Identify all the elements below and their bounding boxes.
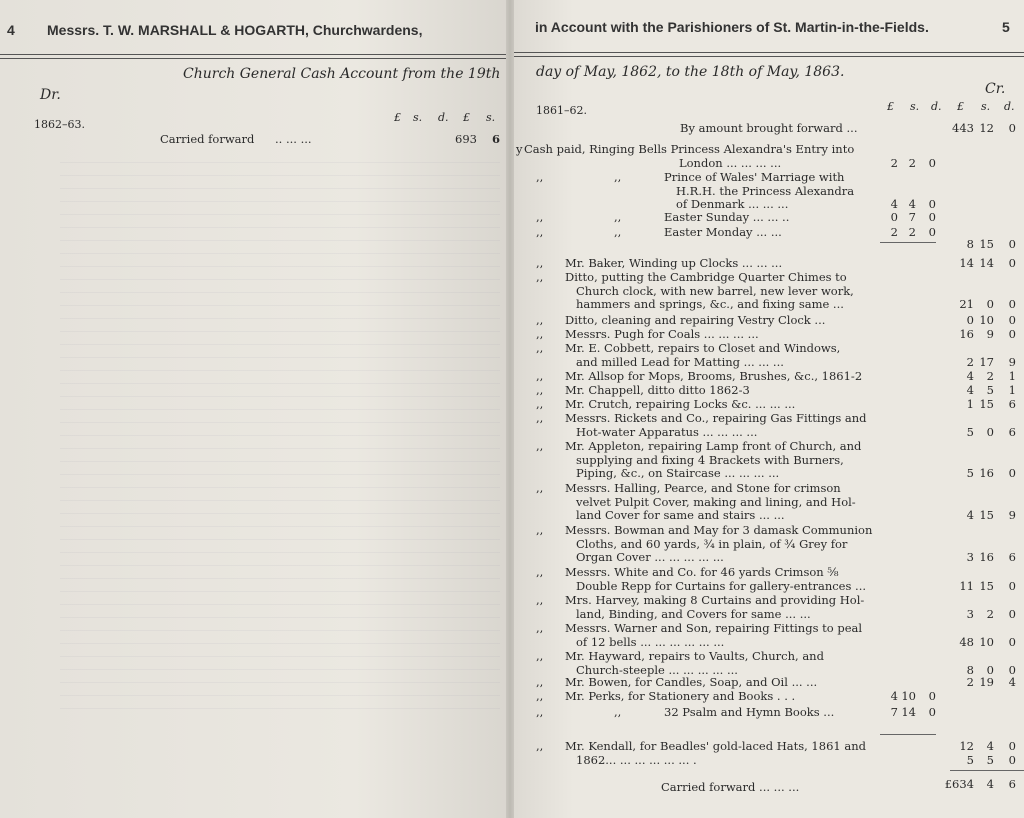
entry-amount-out-pounds: 3: [966, 606, 974, 621]
entry-amount-out-shillings: 2: [986, 369, 994, 383]
entry-amount-in-pence: 0: [928, 705, 936, 719]
entry-amount-out-pence: 0: [1008, 752, 1016, 767]
left-page-header: Messrs. T. W. MARSHALL & HOGARTH, Churchwardens,: [47, 22, 423, 38]
entry-amount-in-shillings: 2: [908, 155, 916, 170]
entry-amount-out-pounds: 2: [966, 354, 974, 369]
entry-amount-out-shillings: 2: [986, 606, 994, 621]
entry-text-line: London ... ... ... ...: [679, 155, 782, 170]
entry-amount-out-shillings: 4: [986, 739, 994, 753]
entry-text-line: land, Binding, and Covers for same ... ...: [576, 606, 811, 621]
entry-text-line: Double Repp for Curtains for gallery-entrances ...: [576, 578, 867, 593]
entry-amount-out-pounds: 1: [966, 397, 974, 411]
entry-amount-out-pence: 1: [1008, 383, 1016, 397]
entry-amount-out-pence: 0: [1008, 662, 1016, 677]
entry-amount-out-pence: 4: [1008, 675, 1016, 689]
entry-prefix: ,,: [536, 369, 544, 383]
entry-amount-in-pence: 0: [928, 197, 936, 212]
entry-amount-out-shillings: 0: [986, 424, 994, 439]
entry-prefix: y: [516, 142, 523, 156]
entry-prefix: ,,: [536, 649, 544, 663]
entry-amount-out-pence: 0: [1008, 297, 1016, 312]
entry-prefix: ,,: [536, 313, 544, 327]
entry-amount-out-pounds: 12: [959, 739, 974, 753]
entry-text-line: Mr. Perks, for Stationery and Books . . .: [565, 689, 796, 703]
entry-amount-in-shillings: 14: [901, 705, 916, 719]
entry-text-line: Mr. E. Cobbett, repairs to Closet and Windows,: [565, 341, 841, 355]
entry-amount-in-pence: 0: [928, 225, 936, 239]
entry-amount-out-shillings: 10: [979, 634, 994, 649]
entry-ditto-mark: ,,: [614, 170, 622, 184]
entry-text-line: Messrs. Warner and Son, repairing Fittings to peal: [565, 621, 863, 635]
entry-amount-out-shillings: 0: [986, 662, 994, 677]
entry-amount-out-pounds: 16: [959, 327, 974, 341]
entry-text-line: of 12 bells ... ... ... ... ... ...: [576, 634, 725, 649]
entry-amount-out-pounds: 4: [966, 508, 974, 523]
entry-amount-out-pounds: 14: [959, 256, 974, 270]
entry-prefix: ,,: [536, 327, 544, 341]
entry-text-line: Prince of Wales' Marriage with: [664, 170, 845, 184]
right-col-head-pounds-total: £: [957, 100, 964, 113]
entry-amount-out-pence: 0: [1008, 634, 1016, 649]
entry-text-line: 32 Psalm and Hymn Books ...: [664, 705, 835, 719]
right-carried-pence: 6: [1008, 777, 1016, 791]
debit-label: Dr.: [40, 87, 61, 103]
entry-amount-out-pence: 0: [1008, 466, 1016, 481]
entry-amount-out-shillings: 5: [986, 383, 994, 397]
left-page-number: 4: [7, 22, 15, 38]
entry-amount-out-pence: 6: [1008, 397, 1016, 411]
entry-text-line: Mr. Bowen, for Candles, Soap, and Oil ... ...: [565, 675, 818, 689]
entry-amount-out-pounds: 5: [966, 466, 974, 481]
entry-amount-out-shillings: 12: [979, 121, 994, 135]
entry-amount-in-pounds: 2: [890, 155, 898, 170]
entry-text-line: By amount brought forward ...: [680, 121, 858, 135]
entry-amount-out-pounds: 5: [966, 424, 974, 439]
entry-amount-out-shillings: 0: [986, 297, 994, 312]
right-page-header: in Account with the Parishioners of St. Martin-in-the-Fields.: [535, 19, 929, 35]
entry-prefix: ,,: [536, 383, 544, 397]
left-header-rule-2: [0, 58, 506, 59]
entry-amount-out-pounds: 0: [966, 313, 974, 327]
subtotal-rule-bells: [880, 242, 936, 243]
left-col-head-pounds-total: £: [463, 111, 470, 124]
entry-text-line: H.R.H. the Princess Alexandra: [676, 183, 855, 198]
entry-text-line: Messrs. Rickets and Co., repairing Gas Fittings and: [565, 411, 867, 425]
entry-text-line: Messrs. Pugh for Coals ... ... ... ...: [565, 327, 759, 341]
entry-prefix: ,,: [536, 256, 544, 270]
right-col-head-pence: d.: [931, 100, 942, 113]
right-col-head-pence-total: d.: [1004, 100, 1015, 113]
entry-prefix: ,,: [536, 397, 544, 411]
entry-text-line: 1862... ... ... ... ... ... .: [576, 752, 697, 767]
entry-amount-out-shillings: 10: [979, 313, 994, 327]
entry-text-line: Cash paid, Ringing Bells Princess Alexandra's Entry into: [524, 142, 855, 156]
entry-amount-in-pence: 0: [928, 155, 936, 170]
left-col-head-shillings-total: s.: [486, 111, 496, 124]
entry-amount-out-pounds: 11: [959, 578, 974, 593]
entry-amount-out-pence: 0: [1008, 606, 1016, 621]
right-header-rule: [514, 52, 1024, 53]
entry-text-line: Mr. Chappell, ditto ditto 1862-3: [565, 383, 750, 397]
entry-amount-out-shillings: 5: [986, 752, 994, 767]
left-page-subtitle: Church General Cash Account from the 19th: [183, 66, 501, 82]
entry-text-line: Mr. Crutch, repairing Locks &c. ... ... ...: [565, 397, 796, 411]
entry-prefix: ,,: [536, 621, 544, 635]
right-col-head-pounds: £: [887, 100, 894, 113]
entry-amount-out-shillings: 14: [979, 256, 994, 270]
left-header-rule: [0, 54, 506, 55]
right-carried-forward-label: Carried forward ... ... ...: [661, 780, 800, 794]
entry-text-line: Mr. Appleton, repairing Lamp front of Church, and: [565, 439, 862, 453]
entry-prefix: ,,: [536, 481, 544, 495]
entry-amount-out-pounds: 21: [959, 297, 974, 312]
entry-text-line: land Cover for same and stairs ... ...: [576, 508, 785, 523]
entry-text-line: Mr. Baker, Winding up Clocks ... ... ...: [565, 256, 783, 270]
entry-prefix: ,,: [536, 341, 544, 355]
entry-text-line: Messrs. Halling, Pearce, and Stone for crimson: [565, 481, 841, 495]
entry-text-line: Piping, &c., on Staircase ... ... ... ...: [576, 466, 780, 481]
right-page-number: 5: [1002, 19, 1010, 35]
entry-prefix: ,,: [536, 739, 544, 753]
entry-amount-out-pence: 0: [1008, 327, 1016, 341]
entry-amount-in-shillings: 10: [901, 689, 916, 703]
entry-amount-in-pounds: 4: [890, 197, 898, 212]
right-header-rule-2: [514, 56, 1024, 57]
right-carried-shillings: 4: [986, 777, 994, 791]
left-col-head-shillings: s.: [413, 111, 423, 124]
entry-ditto-mark: ,,: [614, 705, 622, 719]
entry-amount-out-pounds: 5: [966, 752, 974, 767]
right-col-head-shillings-total: s.: [981, 100, 991, 113]
entry-prefix: ,,: [536, 225, 544, 239]
entry-amount-out-shillings: 16: [979, 466, 994, 481]
entry-amount-out-pounds: 2: [966, 675, 974, 689]
entry-amount-out-shillings: 17: [979, 354, 994, 369]
left-year-label: 1862–63.: [34, 118, 85, 131]
right-year-label: 1861–62.: [536, 104, 587, 117]
entry-amount-in-pounds: 2: [890, 225, 898, 239]
entry-prefix: ,,: [536, 705, 544, 719]
entry-amount-out-pence: 0: [1008, 256, 1016, 270]
entry-amount-out-pounds: 3: [966, 550, 974, 565]
entry-prefix: ,,: [536, 565, 544, 579]
entry-amount-out-pence: 9: [1008, 354, 1016, 369]
entry-amount-in-shillings: 4: [908, 197, 916, 212]
entry-amount-in-shillings: 7: [908, 210, 916, 224]
entry-amount-out-pence: 6: [1008, 550, 1016, 565]
entry-text-line: Mrs. Harvey, making 8 Curtains and providing Hol-: [565, 593, 865, 607]
entry-amount-in-pounds: 7: [890, 705, 898, 719]
entry-amount-out-pounds: 4: [966, 369, 974, 383]
entry-amount-out-pounds: 4: [966, 383, 974, 397]
entry-amount-out-shillings: 19: [979, 675, 994, 689]
entry-prefix: ,,: [536, 675, 544, 689]
entry-amount-out-pence: 6: [1008, 424, 1016, 439]
entry-text-line: Ditto, putting the Cambridge Quarter Chimes to: [565, 270, 847, 284]
entry-text-line: Hot-water Apparatus ... ... ... ...: [576, 424, 758, 439]
bleed-through-texture: [60, 150, 500, 710]
entry-text-line: Mr. Allsop for Mops, Brooms, Brushes, &c., 1861-2: [565, 369, 863, 383]
entry-amount-out-shillings: 16: [979, 550, 994, 565]
entry-text-line: Mr. Hayward, repairs to Vaults, Church, and: [565, 649, 824, 663]
entry-prefix: ,,: [536, 689, 544, 703]
entry-amount-out-pence: 0: [1008, 313, 1016, 327]
book-gutter: [506, 0, 514, 818]
entry-text-line: Easter Sunday ... ... ..: [664, 210, 790, 224]
entry-prefix: ,,: [536, 170, 544, 184]
entry-amount-out-shillings: 15: [979, 508, 994, 523]
entry-text-line: Ditto, cleaning and repairing Vestry Clock ...: [565, 313, 826, 327]
entry-amount-in-pounds: 4: [890, 689, 898, 703]
entry-text-line: Easter Monday ... ...: [664, 225, 782, 239]
entry-amount-out-pence: 0: [1008, 578, 1016, 593]
entry-text-line: Organ Cover ... ... ... ... ...: [576, 550, 724, 565]
right-col-head-shillings: s.: [910, 100, 920, 113]
entry-text-line: Church clock, with new barrel, new lever work,: [576, 283, 854, 298]
entry-text-line: velvet Pulpit Cover, making and lining, and Hol-: [576, 494, 856, 509]
left-carried-pounds: 693: [455, 132, 477, 146]
credit-label: Cr.: [985, 81, 1006, 97]
right-carried-pounds: £634: [944, 777, 974, 791]
entry-text-line: supplying and fixing 4 Brackets with Burners,: [576, 452, 844, 467]
entry-amount-in-pence: 0: [928, 210, 936, 224]
entry-amount-out-pence: 9: [1008, 508, 1016, 523]
entry-text-line: and milled Lead for Matting ... ... ...: [576, 354, 784, 369]
entry-amount-out-pence: 0: [1008, 237, 1016, 251]
entry-text-line: hammers and springs, &c., and fixing same ...: [576, 297, 844, 312]
entry-prefix: ,,: [536, 439, 544, 453]
entry-prefix: ,,: [536, 593, 544, 607]
entry-text-line: of Denmark ... ... ...: [676, 197, 789, 212]
entry-text-line: Messrs. White and Co. for 46 yards Crimson ⅝: [565, 565, 839, 579]
left-col-head-pounds: £: [394, 111, 401, 124]
entry-amount-out-pounds: 48: [959, 634, 974, 649]
entry-prefix: ,,: [536, 270, 544, 284]
entry-amount-in-pence: 0: [928, 689, 936, 703]
left-carried-forward-label: Carried forward: [160, 132, 255, 146]
left-carried-forward-dots: .. ... ...: [275, 132, 312, 146]
entry-amount-out-pounds: 443: [952, 121, 974, 135]
entry-amount-out-pence: 0: [1008, 739, 1016, 753]
entry-text-line: Church-steeple ... ... ... ... ...: [576, 662, 738, 677]
entry-amount-out-pence: 0: [1008, 121, 1016, 135]
entry-amount-out-pounds: 8: [966, 662, 974, 677]
subtotal-rule-books: [880, 734, 936, 735]
left-col-head-pence: d.: [438, 111, 449, 124]
entry-text-line: Cloths, and 60 yards, ¾ in plain, of ¾ Grey for: [576, 536, 848, 551]
entry-text-line: Messrs. Bowman and May for 3 damask Communion: [565, 523, 873, 537]
entry-prefix: ,,: [536, 523, 544, 537]
entry-prefix: ,,: [536, 210, 544, 224]
entry-ditto-mark: ,,: [614, 225, 622, 239]
left-carried-shillings: 6: [492, 132, 501, 146]
entry-amount-out-shillings: 15: [979, 578, 994, 593]
entry-ditto-mark: ,,: [614, 210, 622, 224]
entry-amount-out-pounds: 8: [966, 237, 974, 251]
entry-amount-out-shillings: 15: [979, 237, 994, 251]
entry-amount-out-pence: 1: [1008, 369, 1016, 383]
entry-amount-in-shillings: 2: [908, 225, 916, 239]
entry-text-line: Mr. Kendall, for Beadles' gold-laced Hats, 1861 and: [565, 739, 866, 753]
entry-amount-out-shillings: 9: [986, 327, 994, 341]
entry-amount-in-pounds: 0: [890, 210, 898, 224]
right-page-subtitle: day of May, 1862, to the 18th of May, 1863.: [536, 64, 845, 80]
carried-forward-rule: [950, 770, 1024, 771]
entry-amount-out-shillings: 15: [979, 397, 994, 411]
entry-prefix: ,,: [536, 411, 544, 425]
